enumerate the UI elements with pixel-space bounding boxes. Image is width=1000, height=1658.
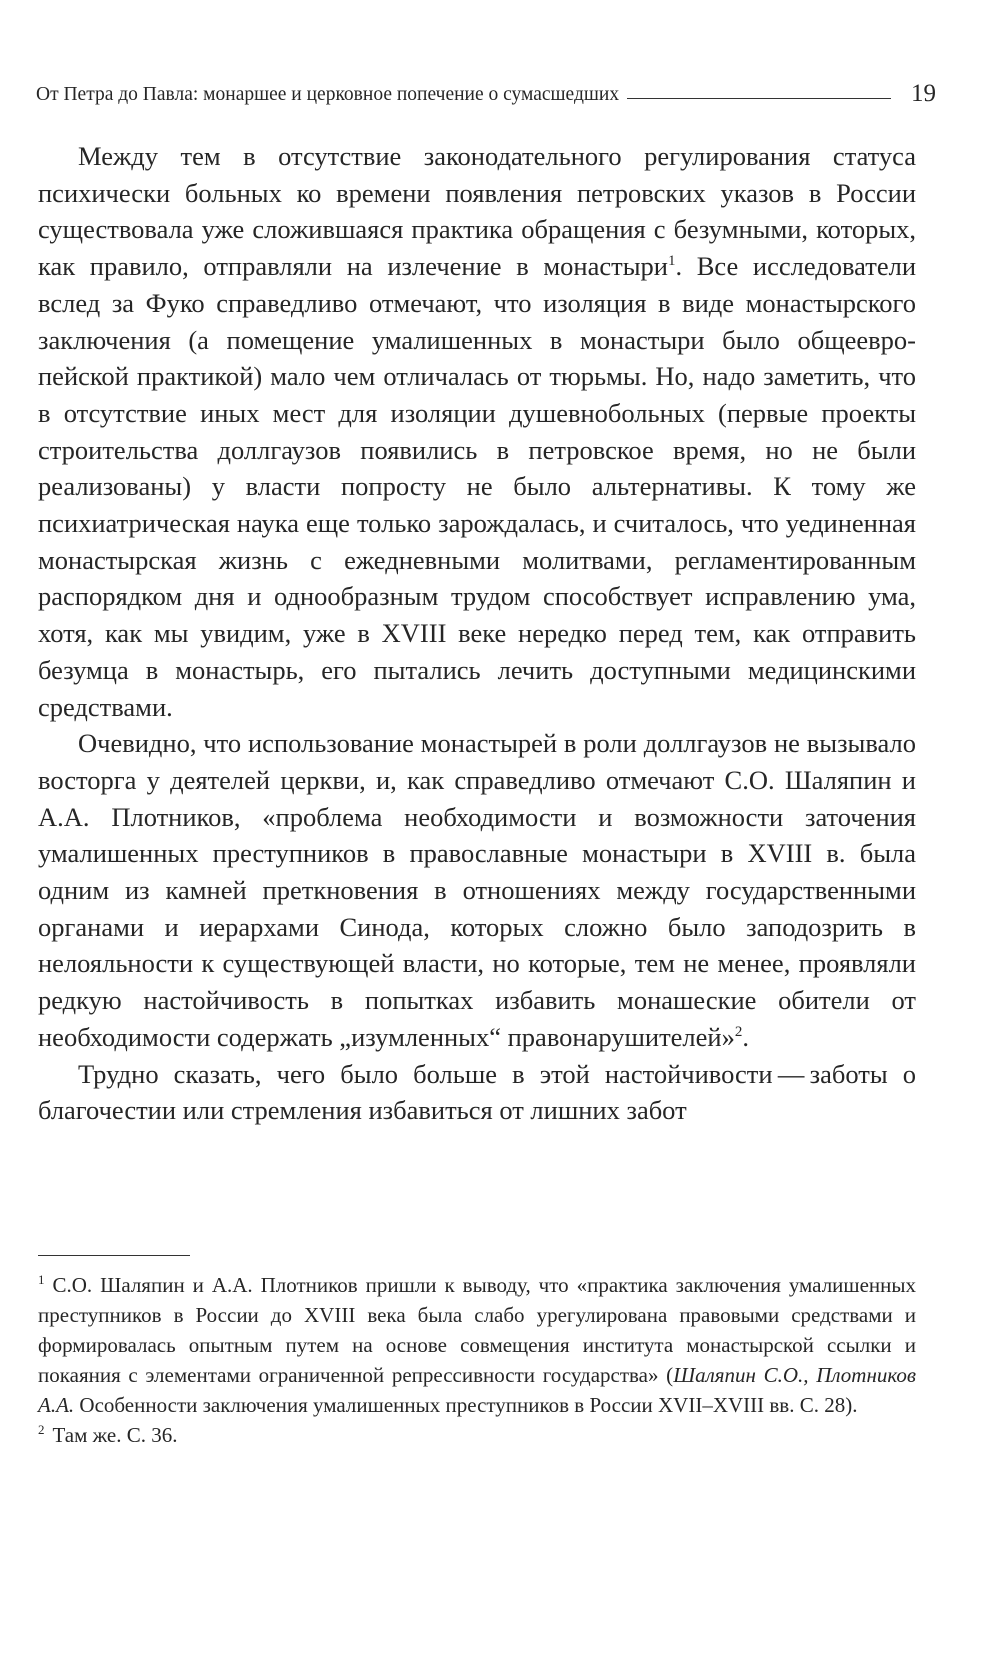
footnote-ref-1[interactable]: 1 — [667, 253, 676, 270]
footnote-2 — [38, 1420, 916, 1450]
footnote-1-text: С.О. Шаляпин и А.А. Плотников пришли к выводу, что «практика заключения умалишенных преступников в России до XVIII века была слабо урегулирована правовыми средствами и формировалась опытным путем на основе совмещения института монастырской ссылки и покаяния с элементами ограниченной репрессивности государства» ( — [38, 1273, 916, 1387]
footnote-1-source: Особенности заключения умалишенных преступников в России XVII–XVIII вв. С. 28). — [74, 1393, 858, 1417]
footnote-1-authors: Шаляпин С.О., Плотников А.А. — [38, 1363, 917, 1417]
footnote-divider — [38, 1255, 190, 1256]
footnote-1 — [38, 1270, 916, 1420]
paragraph-2-text: Очевидно, что использование монастырей в роли доллгаузов не вызывало восторга у деятелей церкви, и, как справедливо отмечают С.О. Шаляпин и А.А. Плотников, «проблема необходимости и возможности заточения умалишенных преступников в православные монастыри в XVIII в. была одним из камней преткновения в отношениях между государственными органами и иерархами Синода, которых сложно было заподозрить в нелояльности к существующей власти, но которые, тем не менее, проявляли редкую настойчивость в попытках избавить монашеские обители от необходимости содержать „изумленных“ правонарушителей» — [38, 728, 916, 1052]
paragraph-1 — [38, 138, 916, 725]
footnote-1-number: 1 — [38, 1272, 45, 1287]
running-head — [36, 68, 936, 108]
paragraph-1-text: Между тем в отсутствие законодательного регулирования статуса психически больных ко времени появления петровских указов в России существовала уже сложившаяся практика обращения с безумными, которых, как правило, отправляли на излечение в монастыри — [38, 141, 916, 282]
footnote-2-number: 2 — [38, 1422, 45, 1437]
paragraph-2-text-rest: . — [742, 1021, 749, 1052]
footnote-2-text: Там же. С. 36. — [52, 1423, 178, 1447]
footnotes — [38, 1270, 916, 1450]
paragraph-3: Трудно сказать, чего было больше в этой настойчивости — заботы о благочестии или стремления избавиться от лишних забот — [38, 1058, 916, 1126]
main-text — [38, 138, 916, 1129]
page-number: 19 — [911, 80, 936, 107]
running-head-rule — [627, 98, 891, 99]
footnote-ref-2[interactable]: 2 — [734, 1024, 743, 1041]
running-title: От Петра до Павла: монаршее и церковное попечение о сумасшедших — [36, 83, 620, 105]
paragraph-2 — [38, 725, 916, 1055]
paragraph-1-text-rest: . Все исследователи вслед за Фуко справедливо отмечают, что изоляция в виде монастырского заключения (а помещение умалишенных в монастыри было общеевропейской практикой) мало чем отличалась от тюрьмы. Но, надо заметить, что в отсутствие иных мест для изоляции душевнобольных (первые проекты строительства доллгаузов появились в петровское время, но не были реализованы) у власти попросту не было альтернативы. К тому же психиатрическая наука еще только зарождалась, и считалось, что уединенная монастырская жизнь с ежедневными молитвами, регламентированным распорядком дня и однообразным трудом способствует исправлению ума, хотя, как мы увидим, уже в XVIII веке нередко перед тем, как отправить безумца в монастырь, его пытались лечить доступными медицинскими средствами. — [38, 251, 916, 722]
